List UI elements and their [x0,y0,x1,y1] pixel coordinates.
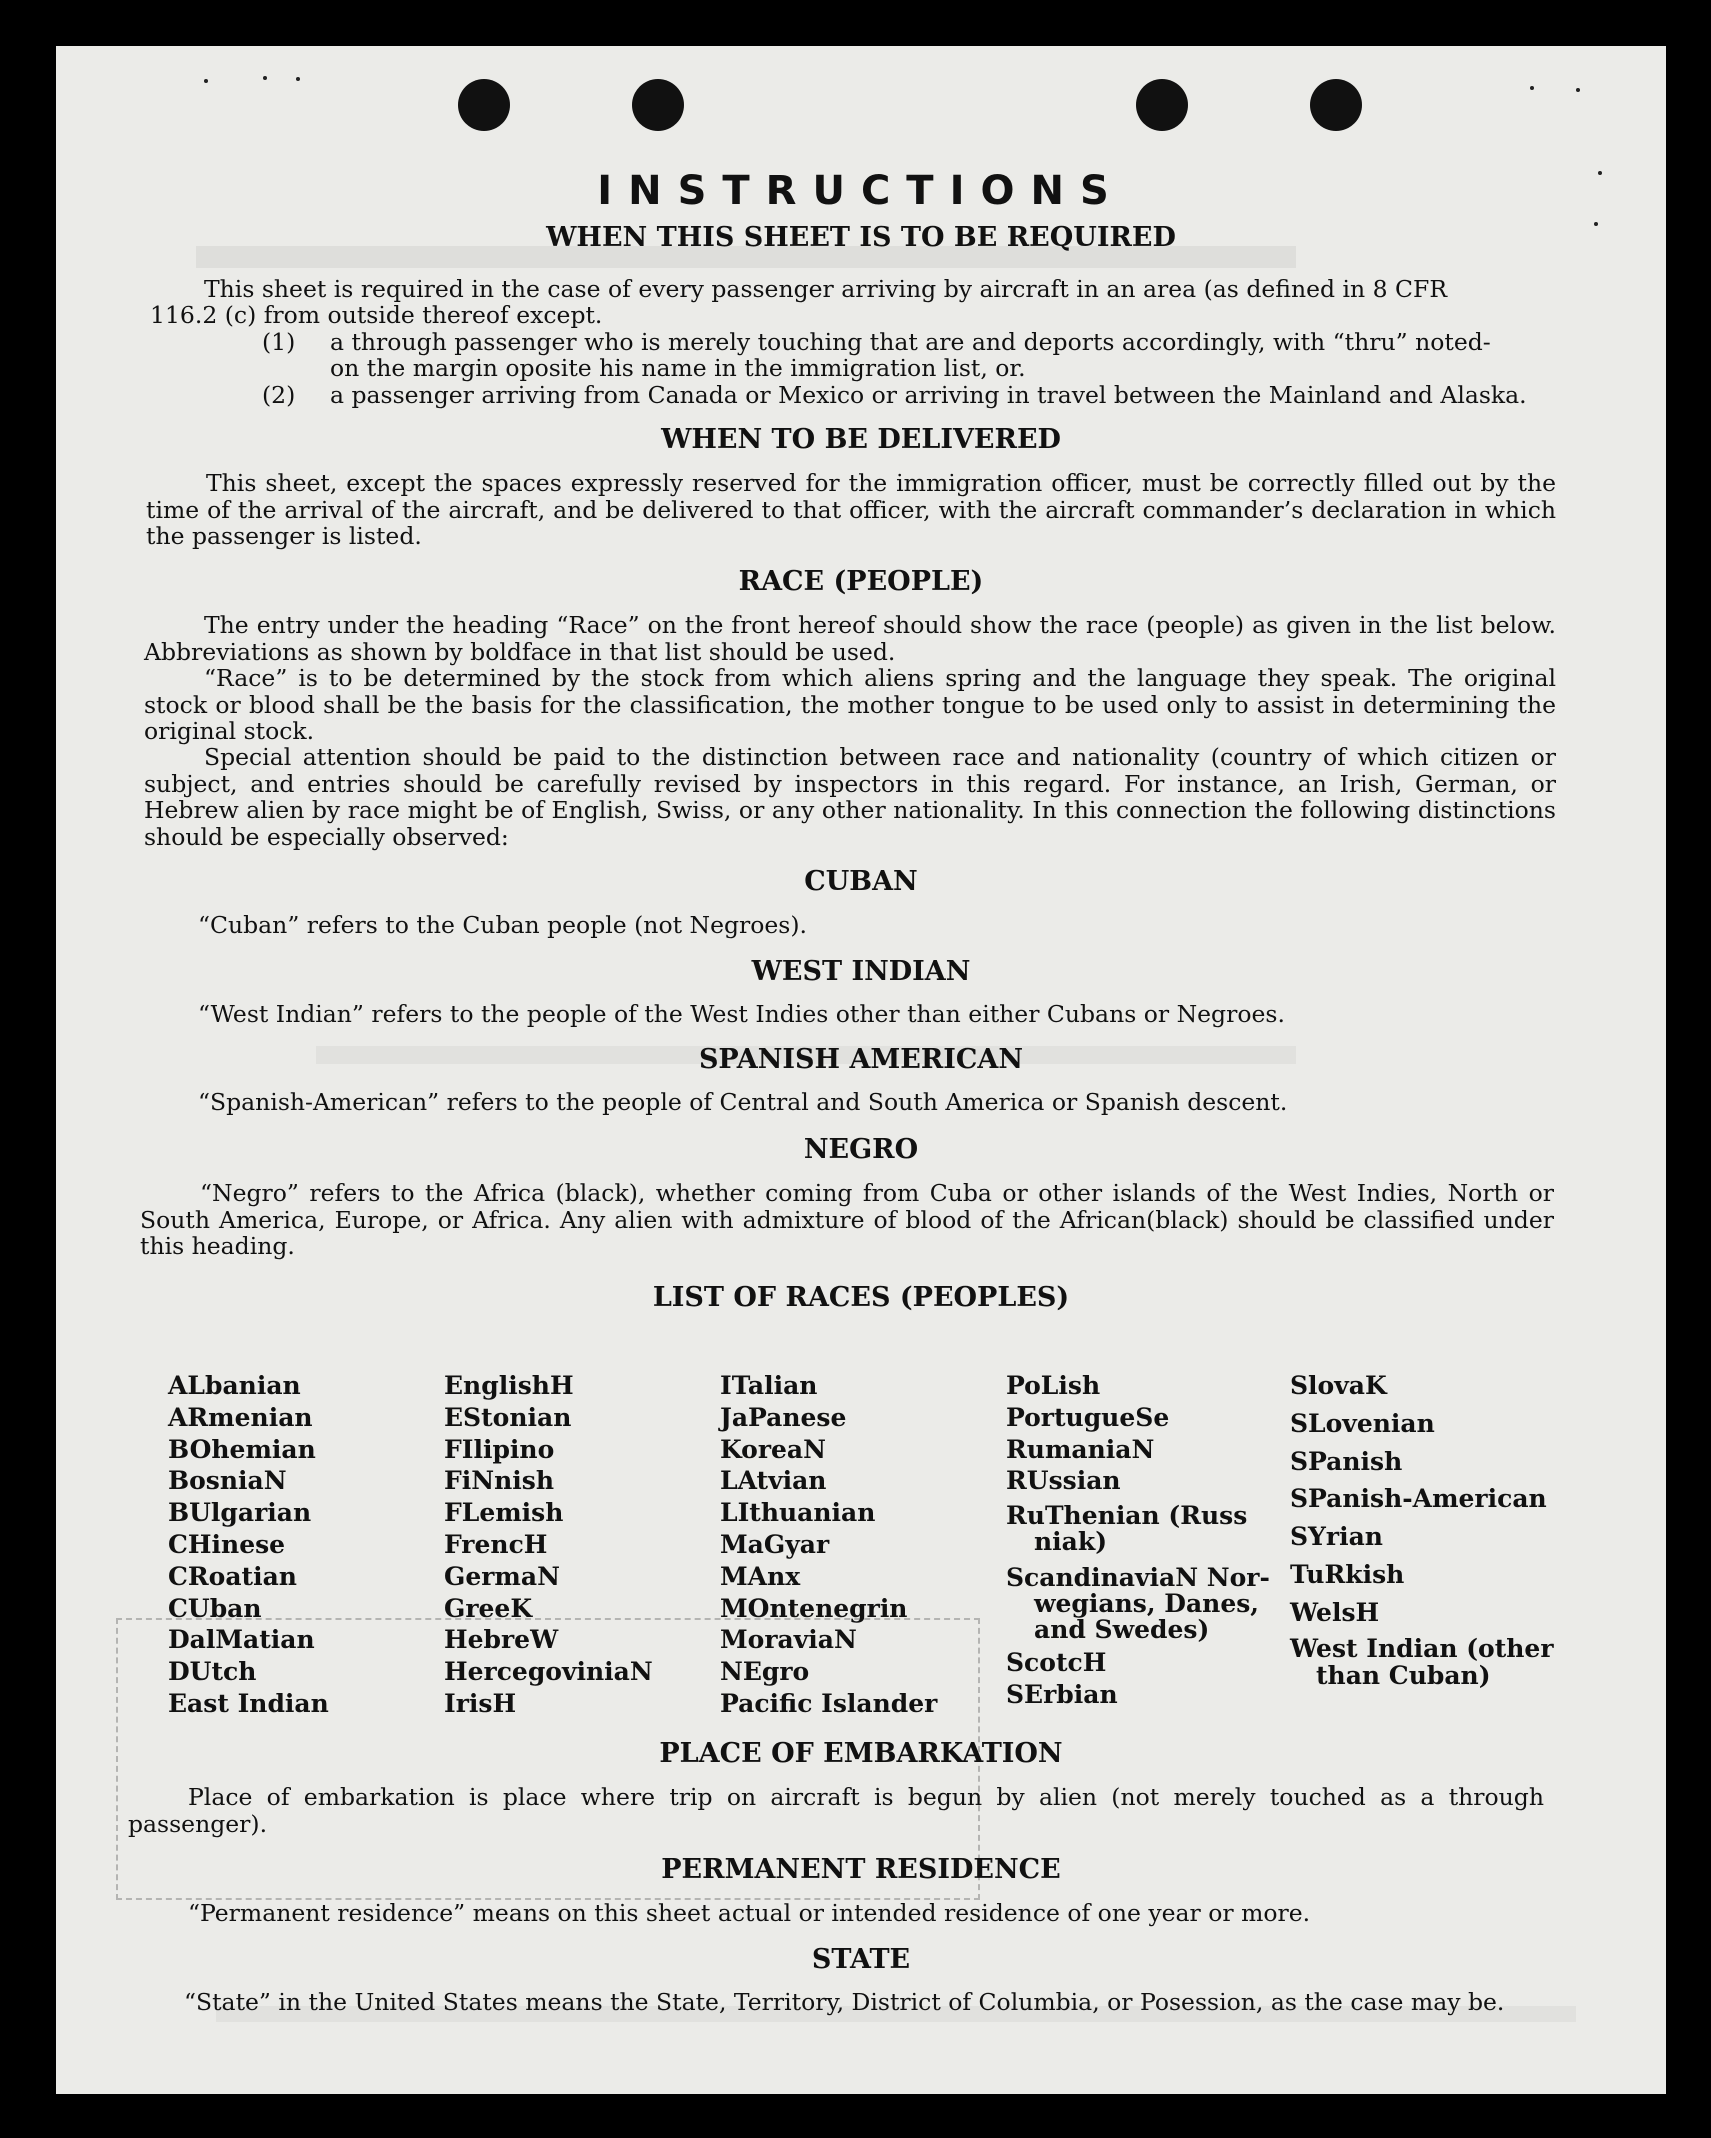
section-heading-west-indian: WEST INDIAN [751,956,971,987]
race-entry: GreeK [444,1593,533,1623]
race-entry: SErbian [1006,1679,1118,1709]
race-entry: ITalian [720,1371,818,1400]
paragraph: “Permanent residence” means on this sheet actual or intended residence of one year or more. [188,1899,1311,1927]
paragraph: “Race” is to be determined by the stock from which aliens spring and the language they speak. The original stock or blood shall be the basis for the classification, the mother tongue to be used only to assist in determining the original stock. [144,664,1556,745]
race-entry: BosniaN [168,1466,287,1496]
paragraph: “State” in the United States means the State, Territory, District of Columbia, or Posession, as the case may be. [184,1988,1505,2016]
paragraph-line: 116.2 (c) from outside thereof except. [150,301,603,329]
race-entry: SYrian [1290,1522,1383,1552]
speck [296,77,300,81]
race-list-column [720,1370,937,1720]
race-entry: SlovaK [1290,1371,1387,1400]
race-entry: EStonian [444,1402,572,1432]
list-item-continuation: on the margin oposite his name in the immigration list, or. [330,354,1026,382]
race-entry: West Indian (other [1290,1633,1554,1663]
race-entry: BUlgarian [168,1498,312,1528]
race-entry: NEgro [720,1657,810,1687]
race-entry: DUtch [168,1657,257,1687]
race-entry: PortugueSe [1006,1402,1170,1432]
race-entry: SPanish-American [1290,1484,1547,1514]
race-entry: CUban [168,1593,262,1623]
section-heading-permanent-residence: PERMANENT RESIDENCE [661,1854,1061,1885]
race-entry-continuation: niak) [1034,1527,1108,1557]
list-item [262,382,1527,409]
race-entry: FrencH [444,1529,548,1559]
paragraph: Special attention should be paid to the distinction between race and nationality (country of which citizen or subject, and entries should be carefully revised by inspectors in this regard. For instance, an Irish, German, or Hebrew alien by race might be of English, Swiss, or any other nationality. In this connection the following distinctions should be especially observed: [144,743,1556,851]
section-heading-state: STATE [811,1944,911,1975]
section-heading-list-of-races: LIST OF RACES (PEOPLES) [652,1282,1070,1313]
race-entry: ScandinaviaN Nor- [1006,1563,1270,1593]
race-entry: LIthuanian [720,1498,876,1528]
race-entry: CHinese [168,1529,286,1559]
race-entry: RuThenian (Russ [1006,1501,1248,1531]
race-entry: MAnx [720,1561,801,1591]
race-entry: East Indian [168,1688,329,1718]
race-entry: SLovenian [1290,1408,1435,1438]
race-entry: ARmenian [168,1402,313,1432]
race-entry-continuation: and Swedes) [1034,1615,1210,1645]
race-entry: LAtvian [720,1466,827,1496]
section-heading-cuban: CUBAN [804,866,918,897]
paragraph: “West Indian” refers to the people of the West Indies other than either Cubans or Negroes. [198,1000,1285,1028]
document-sheet [56,46,1666,2094]
section-heading-race: RACE (PEOPLE) [738,566,984,597]
race-entry: Pacific Islander [720,1688,938,1718]
race-entry: SPanish [1290,1446,1403,1476]
paragraph-line: This sheet is required in the case of every passenger arriving by aircraft in an area (as defined in 8 CFR [204,275,1448,303]
race-entry: PoLish [1006,1371,1101,1400]
page-title: INSTRUCTIONS [597,168,1125,214]
punch-hole [1310,79,1362,131]
race-entry: RUssian [1006,1466,1121,1496]
race-entry: HercegoviniaN [444,1657,653,1687]
race-entry: GermaN [444,1561,560,1591]
race-entry: MoraviaN [720,1625,857,1655]
paragraph: “Spanish-American” refers to the people of Central and South America or Spanish descent. [198,1088,1288,1116]
race-entry: BOhemian [168,1434,316,1464]
section-heading-when-required: WHEN THIS SHEET IS TO BE REQUIRED [546,222,1176,253]
race-entry: WelsH [1290,1597,1380,1627]
section-heading-embarkation: PLACE OF EMBARKATION [659,1738,1063,1769]
race-entry: JaPanese [720,1402,847,1432]
race-entry: FIlipino [444,1434,555,1464]
race-entry-continuation: wegians, Danes, [1034,1589,1259,1619]
paragraph: “Negro” refers to the Africa (black), whether coming from Cuba or other islands of the West Indies, North or South America, Europe, or Africa. Any alien with admixture of blood of the African(black) should be classified under this heading. [140,1179,1554,1260]
speck [1530,86,1534,90]
section-heading-when-delivered: WHEN TO BE DELIVERED [661,424,1061,455]
race-entry: MaGyar [720,1529,830,1559]
race-entry: TuRkish [1290,1559,1405,1589]
race-entry: MOntenegrin [720,1593,908,1623]
section-heading-negro: NEGRO [803,1134,919,1165]
race-entry: FiNnish [444,1466,555,1496]
race-entry: ScotcH [1006,1648,1107,1678]
paragraph: This sheet, except the spaces expressly reserved for the immigration officer, must be correctly filled out by the time of the arrival of the aircraft, and be delivered to that officer, with the aircraft commander’s declaration in which the passenger is listed. [146,469,1556,550]
list-item-text: a through passenger who is merely touching that are and deports accordingly, with “thru” noted- [330,328,1491,356]
race-entry: EnglishH [444,1371,574,1400]
race-entry: ALbanian [168,1371,301,1400]
punch-hole [1136,79,1188,131]
race-entry: DalMatian [168,1625,315,1655]
list-item-text: a passenger arriving from Canada or Mexico or arriving in travel between the Mainland and Alaska. [330,381,1527,409]
race-entry: RumaniaN [1006,1434,1155,1464]
punch-hole [632,79,684,131]
race-entry-continuation: than Cuban) [1316,1660,1491,1690]
race-entry: HebreW [444,1625,559,1655]
paragraph: Place of embarkation is place where trip on aircraft is begun by alien (not merely touched as a through passenger). [128,1783,1544,1838]
speck [263,76,267,80]
race-list-column [168,1370,329,1720]
race-entry: KoreaN [720,1434,826,1464]
list-item-number: (1) [262,328,296,356]
list-item-number: (2) [262,381,296,409]
race-entry: CRoatian [168,1561,297,1591]
paragraph: The entry under the heading “Race” on the front hereof should show the race (people) as given in the list below. Abbreviations as shown by boldface in that list should be used. [144,611,1556,666]
speck [1576,88,1580,92]
race-entry: FLemish [444,1498,564,1528]
race-list-column [1006,1370,1270,1711]
list-item [262,329,1491,356]
race-entry: IrisH [444,1688,517,1718]
race-list-column [444,1370,653,1720]
paragraph: “Cuban” refers to the Cuban people (not Negroes). [198,911,808,939]
section-heading-spanish-american: SPANISH AMERICAN [698,1044,1024,1075]
punch-hole [458,79,510,131]
speck [204,79,208,83]
race-list-column [1290,1370,1554,1689]
